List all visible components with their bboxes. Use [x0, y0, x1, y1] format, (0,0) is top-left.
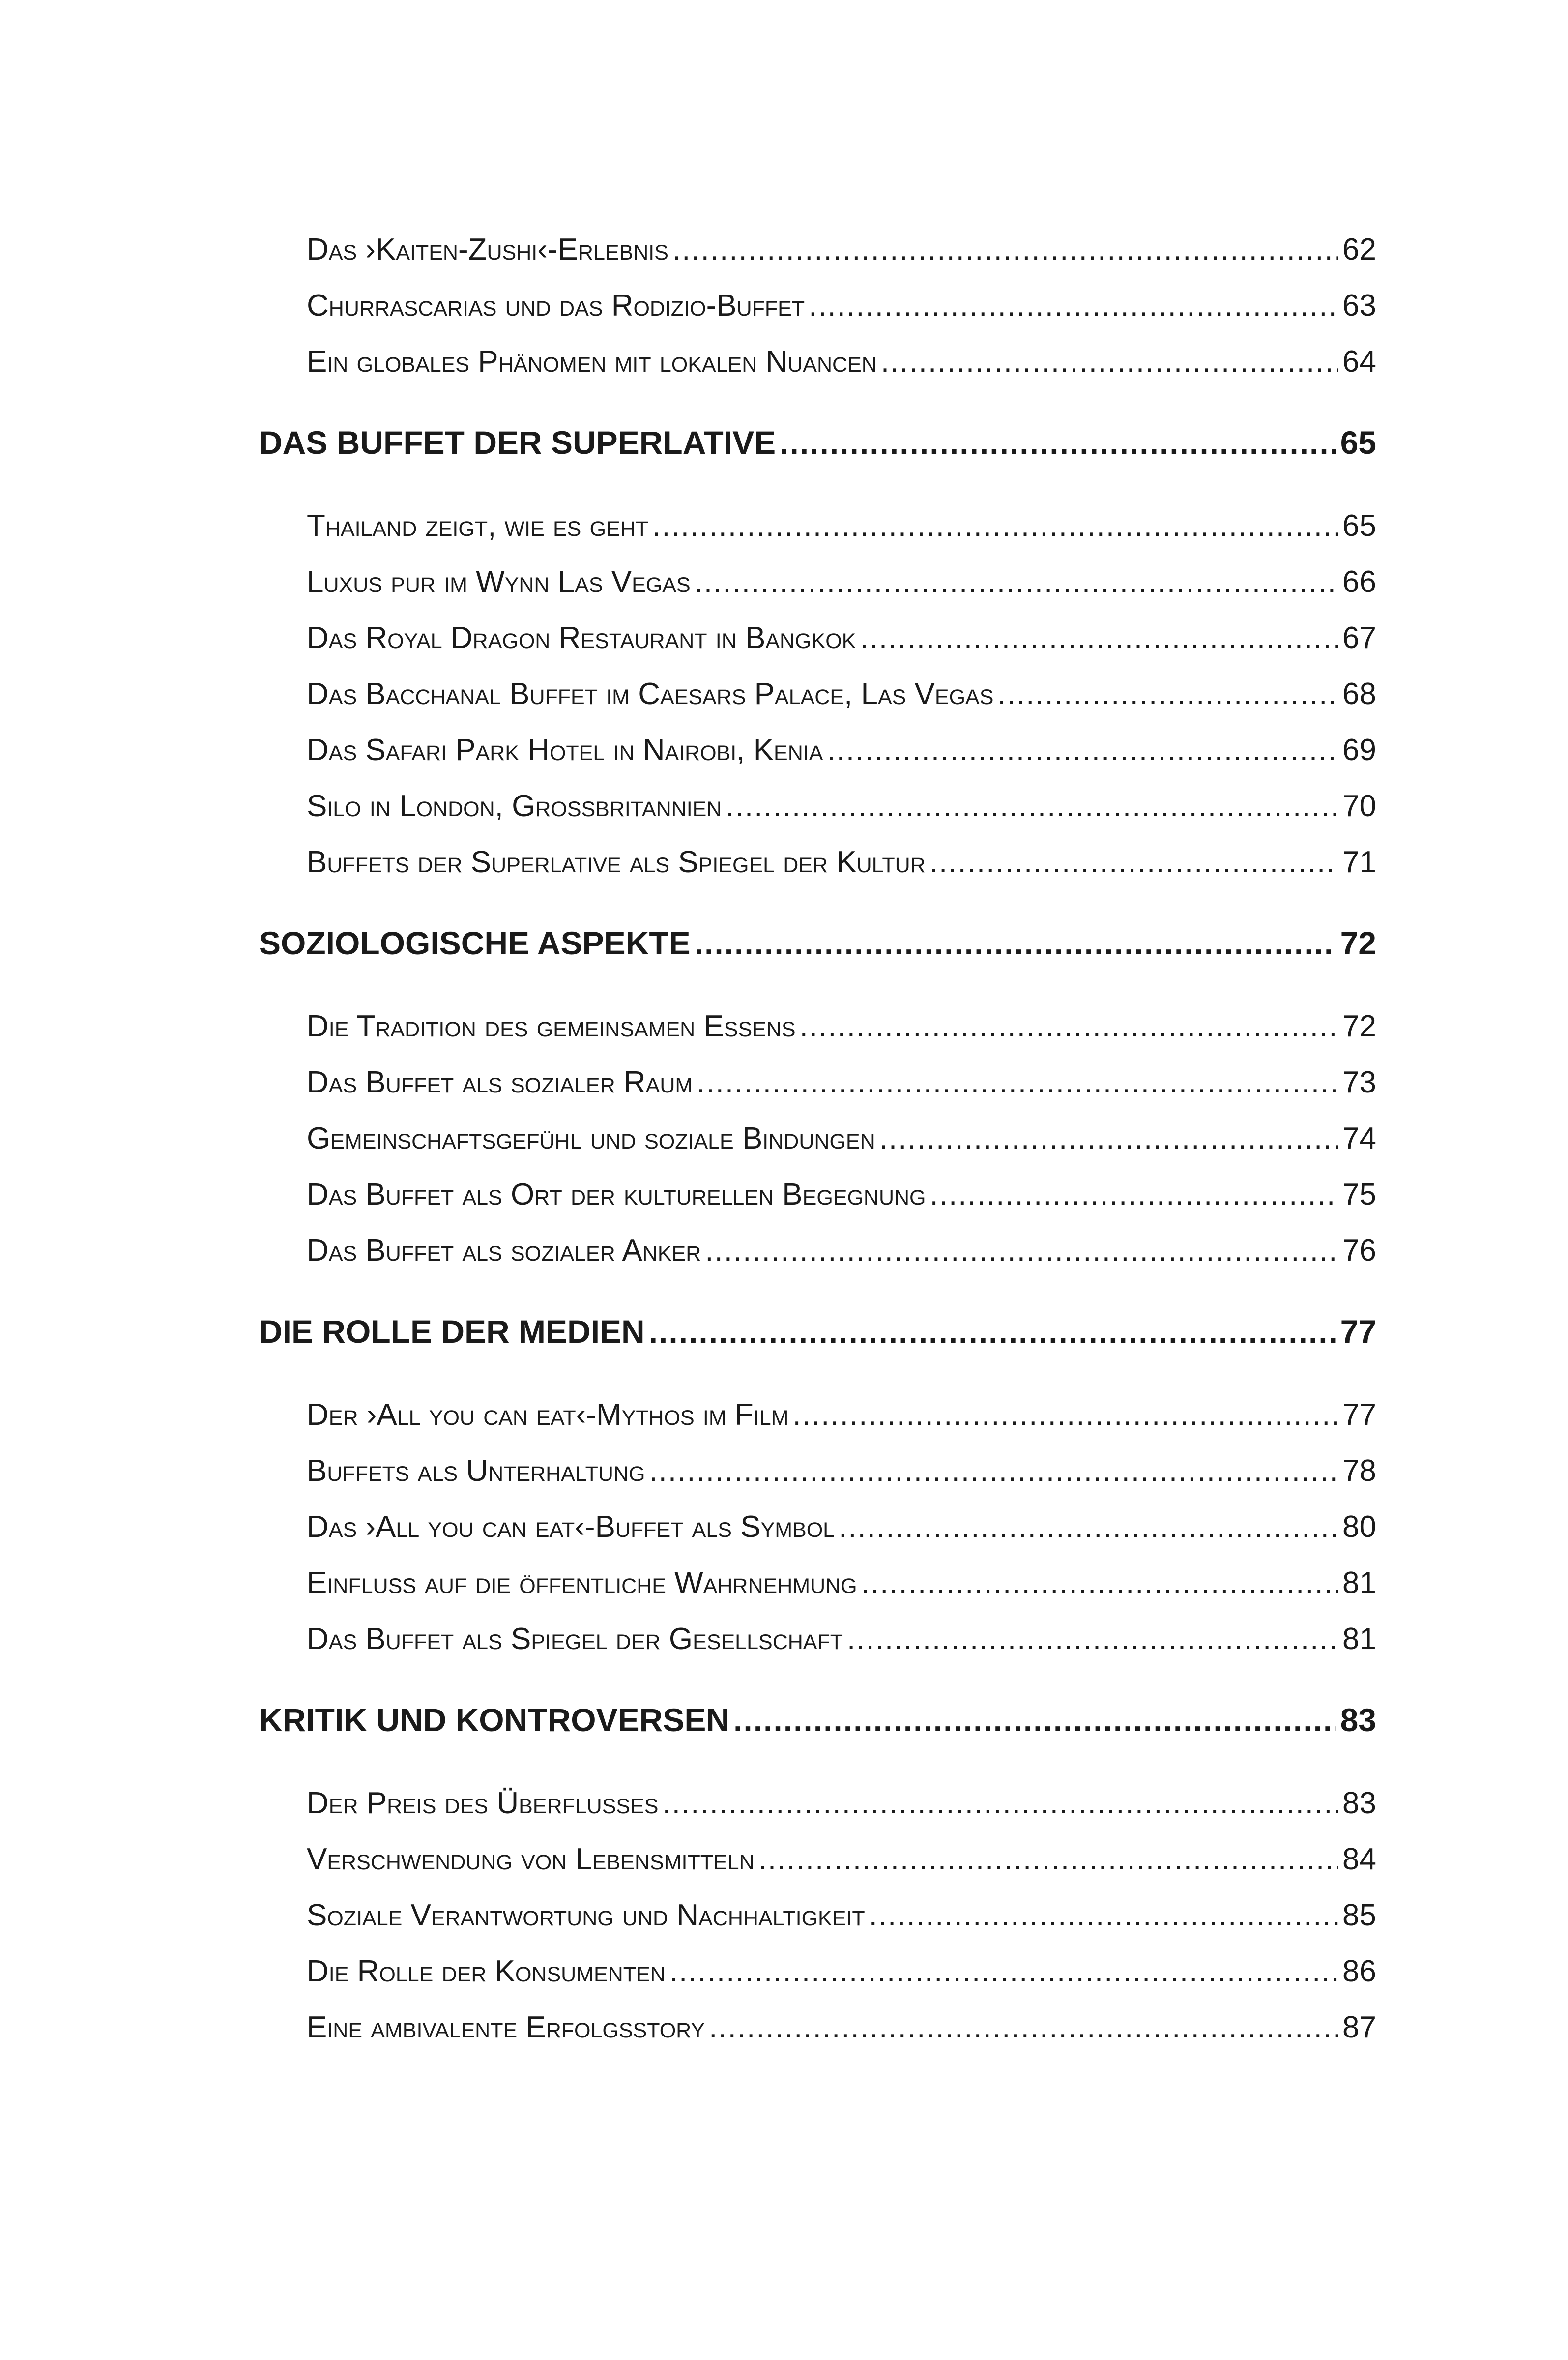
toc-entry-title: Das Royal Dragon Restaurant in Bangkok — [307, 621, 856, 655]
dot-leader — [929, 845, 1338, 880]
toc-page-number: 72 — [1342, 1009, 1376, 1043]
toc-page-number: 77 — [1340, 1313, 1376, 1350]
toc-page-number: 75 — [1342, 1178, 1376, 1211]
toc-subentry — [307, 620, 1376, 655]
toc-page-number: 80 — [1342, 1510, 1376, 1544]
toc-entry-title: Die Tradition des gemeinsamen Essens — [307, 1009, 796, 1043]
toc-page-number: 78 — [1342, 1454, 1376, 1488]
toc-subentry — [307, 677, 1376, 711]
toc-entry-title: Silo in London, Großbritannien — [307, 789, 722, 823]
toc-page-number: 81 — [1342, 1622, 1376, 1656]
toc-entry-title: Das Safari Park Hotel in Nairobi, Kenia — [307, 733, 823, 767]
toc-page-number: 69 — [1342, 733, 1376, 767]
dot-leader — [809, 288, 1338, 323]
toc-subentry — [307, 344, 1376, 379]
toc-page-number: 66 — [1342, 565, 1376, 599]
toc-subentry — [307, 1954, 1376, 1989]
toc-page-number: 87 — [1342, 2010, 1376, 2044]
toc-page-number: 71 — [1342, 845, 1376, 879]
toc-subentry — [307, 564, 1376, 599]
dot-leader — [652, 508, 1338, 543]
toc-entry-title: Einfluss auf die öffentliche Wahrnehmung — [307, 1566, 857, 1600]
toc-page-number: 83 — [1340, 1702, 1376, 1738]
dot-leader — [847, 1622, 1338, 1656]
toc-chapter-title: DIE ROLLE DER MEDIEN — [259, 1313, 645, 1350]
dot-leader — [649, 1313, 1336, 1350]
toc-entry-title: Der Preis des Überflusses — [307, 1786, 659, 1820]
toc-subentry — [307, 733, 1376, 767]
dot-leader — [669, 1954, 1338, 1989]
dot-leader — [705, 1233, 1338, 1268]
toc-chapter — [259, 924, 1376, 962]
dot-leader — [758, 1842, 1338, 1877]
toc-entry-title: Das Buffet als Spiegel der Gesellschaft — [307, 1622, 843, 1656]
toc-subentry — [307, 1065, 1376, 1100]
toc-subentry — [307, 288, 1376, 323]
dot-leader — [861, 1565, 1338, 1600]
toc-entry-title: Das Buffet als sozialer Raum — [307, 1065, 693, 1099]
toc-subentry — [307, 1397, 1376, 1432]
dot-leader — [930, 1177, 1339, 1212]
toc-subentry — [307, 1786, 1376, 1821]
dot-leader — [827, 733, 1338, 767]
dot-leader — [709, 2010, 1338, 2045]
toc-subentry — [307, 1622, 1376, 1656]
toc-subentry — [307, 1453, 1376, 1488]
dot-leader — [800, 1009, 1338, 1044]
toc-subentry — [307, 789, 1376, 824]
toc-chapter — [259, 1701, 1376, 1739]
toc-page-number: 81 — [1342, 1566, 1376, 1600]
toc-page-number: 70 — [1342, 789, 1376, 823]
toc-subentry — [307, 1121, 1376, 1156]
toc-chapter — [259, 424, 1376, 461]
toc-page-number: 86 — [1342, 1954, 1376, 1988]
toc-entry-title: Verschwendung von Lebensmitteln — [307, 1842, 755, 1876]
toc-page-number: 62 — [1342, 233, 1376, 266]
toc-subentry — [307, 1509, 1376, 1544]
dot-leader — [860, 620, 1338, 655]
toc-subentry — [307, 1009, 1376, 1044]
toc-entry-title: Luxus pur im Wynn Las Vegas — [307, 565, 691, 599]
toc-entry-title: Das ›All you can eat‹-Buffet als Symbol — [307, 1510, 835, 1544]
toc-entry-title: Soziale Verantwortung und Nachhaltigkeit — [307, 1898, 865, 1932]
toc-entry-title: Das ›Kaiten-Zushi‹-Erlebnis — [307, 233, 668, 266]
toc-page-number: 74 — [1342, 1121, 1376, 1155]
toc-entry-title: Das Buffet als sozialer Anker — [307, 1234, 701, 1268]
dot-leader — [881, 344, 1338, 379]
dot-leader — [839, 1509, 1338, 1544]
dot-leader — [695, 564, 1338, 599]
dot-leader — [695, 924, 1336, 962]
toc-entry-title: Thailand zeigt, wie es geht — [307, 509, 649, 543]
dot-leader — [879, 1121, 1338, 1156]
toc-subentry — [307, 508, 1376, 543]
dot-leader — [733, 1701, 1336, 1739]
toc-page-number: 67 — [1342, 621, 1376, 655]
toc-subentry — [307, 1898, 1376, 1933]
toc-chapter-title: SOZIOLOGISCHE ASPEKTE — [259, 925, 691, 961]
toc-subentry — [307, 845, 1376, 880]
dot-leader — [780, 424, 1336, 461]
toc-page-number: 64 — [1342, 345, 1376, 379]
dot-leader — [662, 1786, 1338, 1821]
toc-page-number: 65 — [1342, 509, 1376, 543]
dot-leader — [869, 1898, 1338, 1933]
toc-subentry — [307, 1233, 1376, 1268]
toc-page-number: 83 — [1342, 1786, 1376, 1820]
toc-entry-title: Das Bacchanal Buffet im Caesars Palace, Las Vegas — [307, 677, 994, 711]
toc-page-number: 65 — [1340, 424, 1376, 461]
dot-leader — [726, 789, 1338, 824]
toc-entry-title: Buffets der Superlative als Spiegel der Kultur — [307, 845, 926, 879]
toc-page-number: 73 — [1342, 1065, 1376, 1099]
toc-page-number: 68 — [1342, 677, 1376, 711]
toc-entry-title: Churrascarias und das Rodizio-Buffet — [307, 289, 805, 323]
toc-subentry — [307, 1565, 1376, 1600]
dot-leader — [672, 232, 1338, 267]
toc-entry-title: Der ›All you can eat‹-Mythos im Film — [307, 1398, 789, 1432]
toc-page-number: 76 — [1342, 1234, 1376, 1268]
toc-entry-title: Das Buffet als Ort der kulturellen Begegnung — [307, 1178, 926, 1211]
toc-chapter-title: DAS BUFFET DER SUPERLATIVE — [259, 424, 776, 461]
dot-leader — [997, 677, 1338, 711]
toc-chapter-title: KRITIK UND KONTROVERSEN — [259, 1702, 730, 1738]
dot-leader — [649, 1453, 1338, 1488]
dot-leader — [792, 1397, 1338, 1432]
toc-page-number: 72 — [1340, 925, 1376, 961]
toc-subentry — [307, 232, 1376, 267]
toc-entry-title: Die Rolle der Konsumenten — [307, 1954, 666, 1988]
toc-entry-title: Buffets als Unterhaltung — [307, 1454, 645, 1488]
toc-entry-title: Eine ambivalente Erfolgsstory — [307, 2010, 705, 2044]
toc-page-number: 77 — [1342, 1398, 1376, 1432]
toc-entry-title: Gemeinschaftsgefühl und soziale Bindungen — [307, 1121, 875, 1155]
toc-subentry — [307, 2010, 1376, 2045]
toc-page-number: 63 — [1342, 289, 1376, 323]
toc-subentry — [307, 1842, 1376, 1877]
toc-page-number: 85 — [1342, 1898, 1376, 1932]
toc-chapter — [259, 1313, 1376, 1350]
toc-page-number: 84 — [1342, 1842, 1376, 1876]
dot-leader — [697, 1065, 1338, 1100]
toc-subentry — [307, 1177, 1376, 1212]
toc-entry-title: Ein globales Phänomen mit lokalen Nuancen — [307, 345, 877, 379]
